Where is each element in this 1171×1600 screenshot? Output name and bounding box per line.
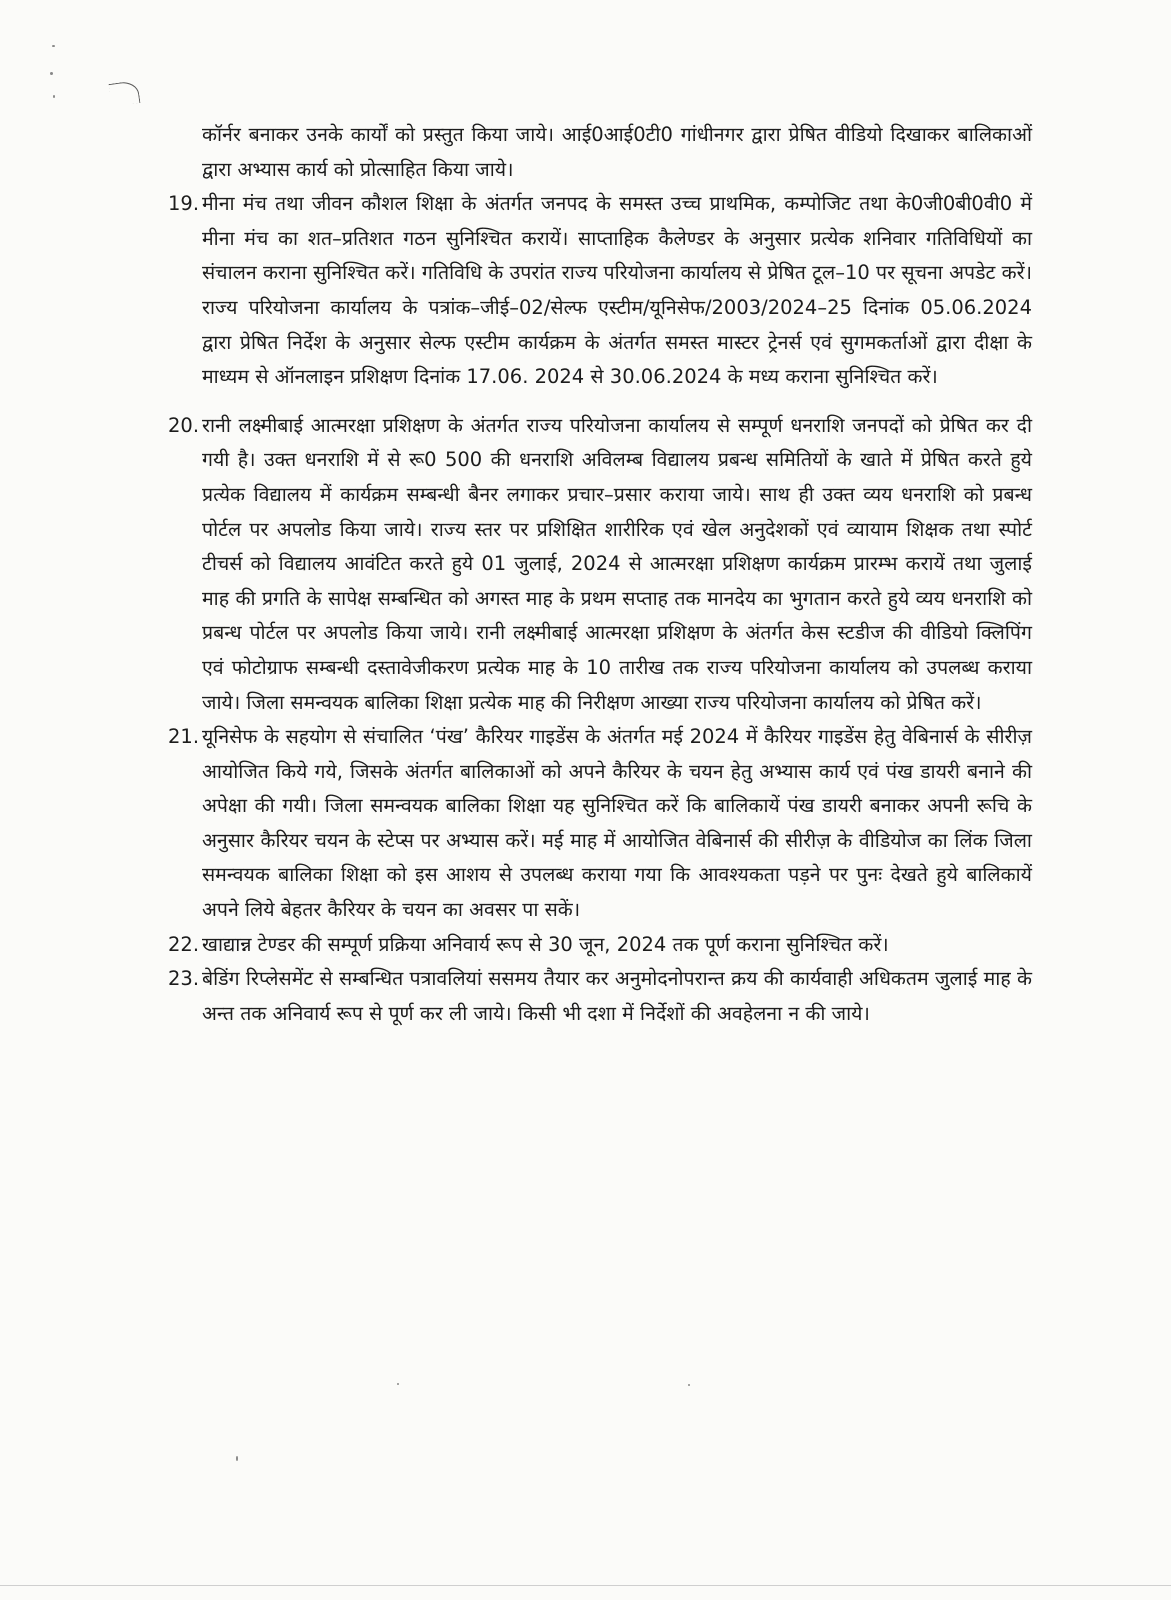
intro-paragraph: कॉर्नर बनाकर उनके कार्यों को प्रस्तुत किया जाये। आई0आई0टी0 गांधीनगर द्वारा प्रेषित वीडियो दिखाकर बालिकाओं द्वारा अभ्यास कार्य को प्रोत्साहित किया जाये। xyxy=(202,123,1032,181)
scan-bottom-edge xyxy=(0,1585,1171,1586)
list-item-21 xyxy=(168,720,1032,928)
scan-speck xyxy=(50,72,53,75)
item-text: यूनिसेफ के सहयोग से संचालित ‘पंख’ कैरियर गाइडेंस के अंतर्गत मई 2024 में कैरियर गाइडेंस हेतु वेबिनार्स के सीरीज़ आयोजित किये गये, जिसके अंतर्गत बालिकाओं को अपने कैरियर के चयन हेतु अभ्यास कार्य एवं पंख डायरी बनाने की अपेक्षा की गयी। जिला समन्वयक बालिका शिक्षा यह सुनिश्चित करें कि बालिकायें पंख डायरी बनाकर अपनी रूचि के अनुसार कैरियर चयन के स्टेप्स पर अभ्यास करें। मई माह में आयोजित वेबिनार्स की सीरीज़ के वीडियोज का लिंक जिला समन्वयक बालिका शिक्षा को इस आशय से उपलब्ध कराया गया कि आवश्यकता पड़ने पर पुनः देखते हुये बालिकायें अपने लिये बेहतर कैरियर के चयन का अवसर पा सकें। xyxy=(202,725,1032,922)
list-item-19 xyxy=(168,187,1032,395)
scan-speck xyxy=(53,95,55,98)
item-number: 23. xyxy=(168,967,200,991)
page-curl-mark xyxy=(109,80,141,107)
item-number: 20. xyxy=(168,413,200,437)
item-number: 19. xyxy=(168,192,200,216)
document-body xyxy=(168,118,1032,1031)
item-text: बेडिंग रिप्लेसमेंट से सम्बन्धित पत्रावलियां ससमय तैयार कर अनुमोदनोपरान्त क्रय की कार्यवाही अधिकतम जुलाई माह के अन्त तक अनिवार्य रूप से पूर्ण कर ली जाये। किसी भी दशा में निर्देशों की अवहेलना न की जाये। xyxy=(202,967,1032,1025)
scan-speck xyxy=(688,1384,690,1386)
scan-speck xyxy=(397,1383,399,1385)
item-text: रानी लक्ष्मीबाई आत्मरक्षा प्रशिक्षण के अंतर्गत राज्य परियोजना कार्यालय से सम्पूर्ण धनराशि जनपदों को प्रेषित कर दी गयी है। उक्त धनराशि में से रू0 500 की धनराशि अविलम्ब विद्यालय प्रबन्ध समितियों के खाते में प्रेषित करते हुये प्रत्येक विद्यालय में कार्यक्रम सम्बन्धी बैनर लगाकर प्रचार–प्रसार कराया जाये। साथ ही उक्त व्यय धनराशि को प्रबन्ध पोर्टल पर अपलोड किया जाये। राज्य स्तर पर प्रशिक्षित शारीरिक एवं खेल अनुदेशकों एवं व्यायाम शिक्षक तथा स्पोर्ट टीचर्स को विद्यालय आवंटित करते हुये 01 जुलाई, 2024 से आत्मरक्षा प्रशिक्षण कार्यक्रम प्रारम्भ करायें तथा जुलाई माह की प्रगति के सापेक्ष सम्बन्धित को अगस्त माह के प्रथम सप्ताह तक मानदेय का भुगतान करते हुये व्यय धनराशि को प्रबन्ध पोर्टल पर अपलोड किया जाये। रानी लक्ष्मीबाई आत्मरक्षा प्रशिक्षण के अंतर्गत केस स्टडीज की वीडियो क्लिपिंग एवं फोटोग्राफ सम्बन्धी दस्तावेजीकरण प्रत्येक माह के 10 तारीख तक राज्य परियोजना कार्यालय को उपलब्ध कराया जाये। जिला समन्वयक बालिका शिक्षा प्रत्येक माह की निरीक्षण आख्या राज्य परियोजना कार्यालय को प्रेषित करें। xyxy=(202,413,1032,714)
list-item-20 xyxy=(168,409,1032,720)
item-number: 22. xyxy=(168,932,200,956)
item-text: मीना मंच तथा जीवन कौशल शिक्षा के अंतर्गत जनपद के समस्त उच्च प्राथमिक, कम्पोजिट तथा के0जी0बी0वी0 में मीना मंच का शत–प्रतिशत गठन सुनिश्चित करायें। साप्ताहिक कैलेण्डर के अनुसार प्रत्येक शनिवार गतिविधियों का संचालन कराना सुनिश्चित करें। गतिविधि के उपरांत राज्य परियोजना कार्यालय से प्रेषित टूल–10 पर सूचना अपडेट करें। राज्य परियोजना कार्यालय के पत्रांक–जीई–02/सेल्फ एस्टीम/यूनिसेफ/2003/2024–25 दिनांक 05.06.2024 द्वारा प्रेषित निर्देश के अनुसार सेल्फ एस्टीम कार्यक्रम के अंतर्गत समस्त मास्टर ट्रेनर्स एवं सुगमकर्ताओं द्वारा दीक्षा के माध्यम से ऑनलाइन प्रशिक्षण दिनांक 17.06. 2024 से 30.06.2024 के मध्य कराना सुनिश्चित करें। xyxy=(202,192,1032,389)
scan-speck xyxy=(236,1456,238,1461)
scan-speck xyxy=(52,45,55,47)
item-text: खाद्यान्न टेण्डर की सम्पूर्ण प्रक्रिया अनिवार्य रूप से 30 जून, 2024 तक पूर्ण कराना सुनिश्चित करें। xyxy=(202,932,889,956)
item-number: 21. xyxy=(168,725,200,749)
list-item-23 xyxy=(168,962,1032,1031)
list-item-22 xyxy=(168,928,1032,963)
